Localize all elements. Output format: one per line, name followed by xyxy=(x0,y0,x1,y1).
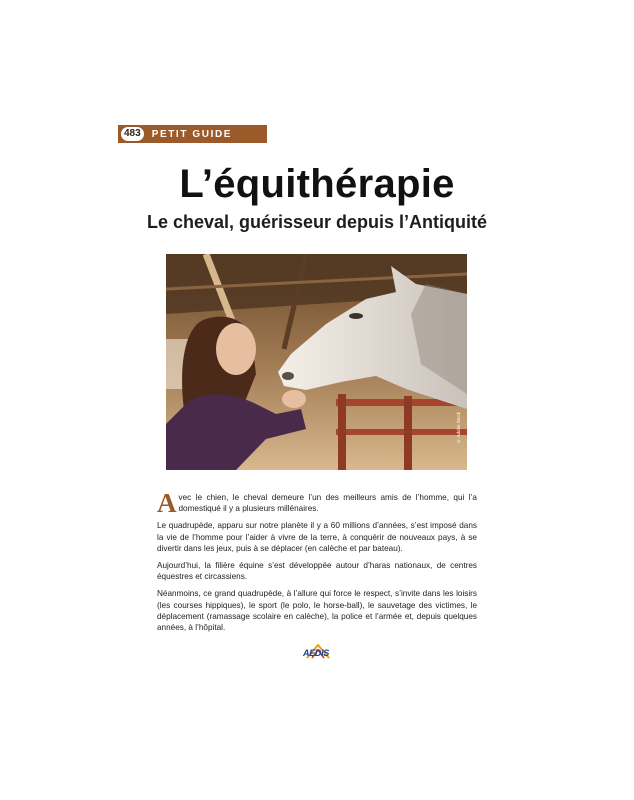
cover-photo xyxy=(166,254,467,470)
page-subtitle: Le cheval, guérisseur depuis l’Antiquité xyxy=(146,212,488,232)
paragraph-4: Néanmoins, ce grand quadrupède, à l’allure qui force le respect, s’invite dans les loisirs (les courses hippiques), le sport (le polo, le horse-ball), le sauvetage des victimes, le déplacement (ramassage scolaire en calèche), la police et l’armée et, depuis quelques années, à l’hôpital. xyxy=(157,589,477,633)
series-label: PETIT GUIDE xyxy=(151,128,233,140)
horse-and-woman-illustration xyxy=(166,254,467,470)
paragraph-1 xyxy=(157,488,477,518)
drop-cap: A xyxy=(157,488,177,518)
paragraph-1-text: vec le chien, le cheval demeure l’un des meilleurs amis de l’homme, qui l’a domestiqué il y a plusieurs millénaires. xyxy=(178,493,477,514)
logo-text: AEDIS xyxy=(303,648,330,658)
paragraph-3: Aujourd’hui, la filière équine s’est développée autour d’haras nationaux, de centres équestres et circassiens. xyxy=(157,561,477,582)
page-title: L’équithérapie xyxy=(179,162,455,206)
paragraph-2: Le quadrupède, apparu sur notre planète il y a 60 millions d’années, s’est imposé dans la vie de l’homme pour l’aider à vivre de la terre, à conquérir de nouveaux pays, à se divertir dans les jeux, puis à se déplacer (en calèche et par bateau). xyxy=(157,521,477,553)
guide-number: 483 xyxy=(121,127,144,141)
series-banner xyxy=(118,125,267,143)
publisher-logo xyxy=(303,644,333,662)
article-body xyxy=(157,488,477,639)
photo-credit: © Adobe Stock xyxy=(456,412,461,444)
